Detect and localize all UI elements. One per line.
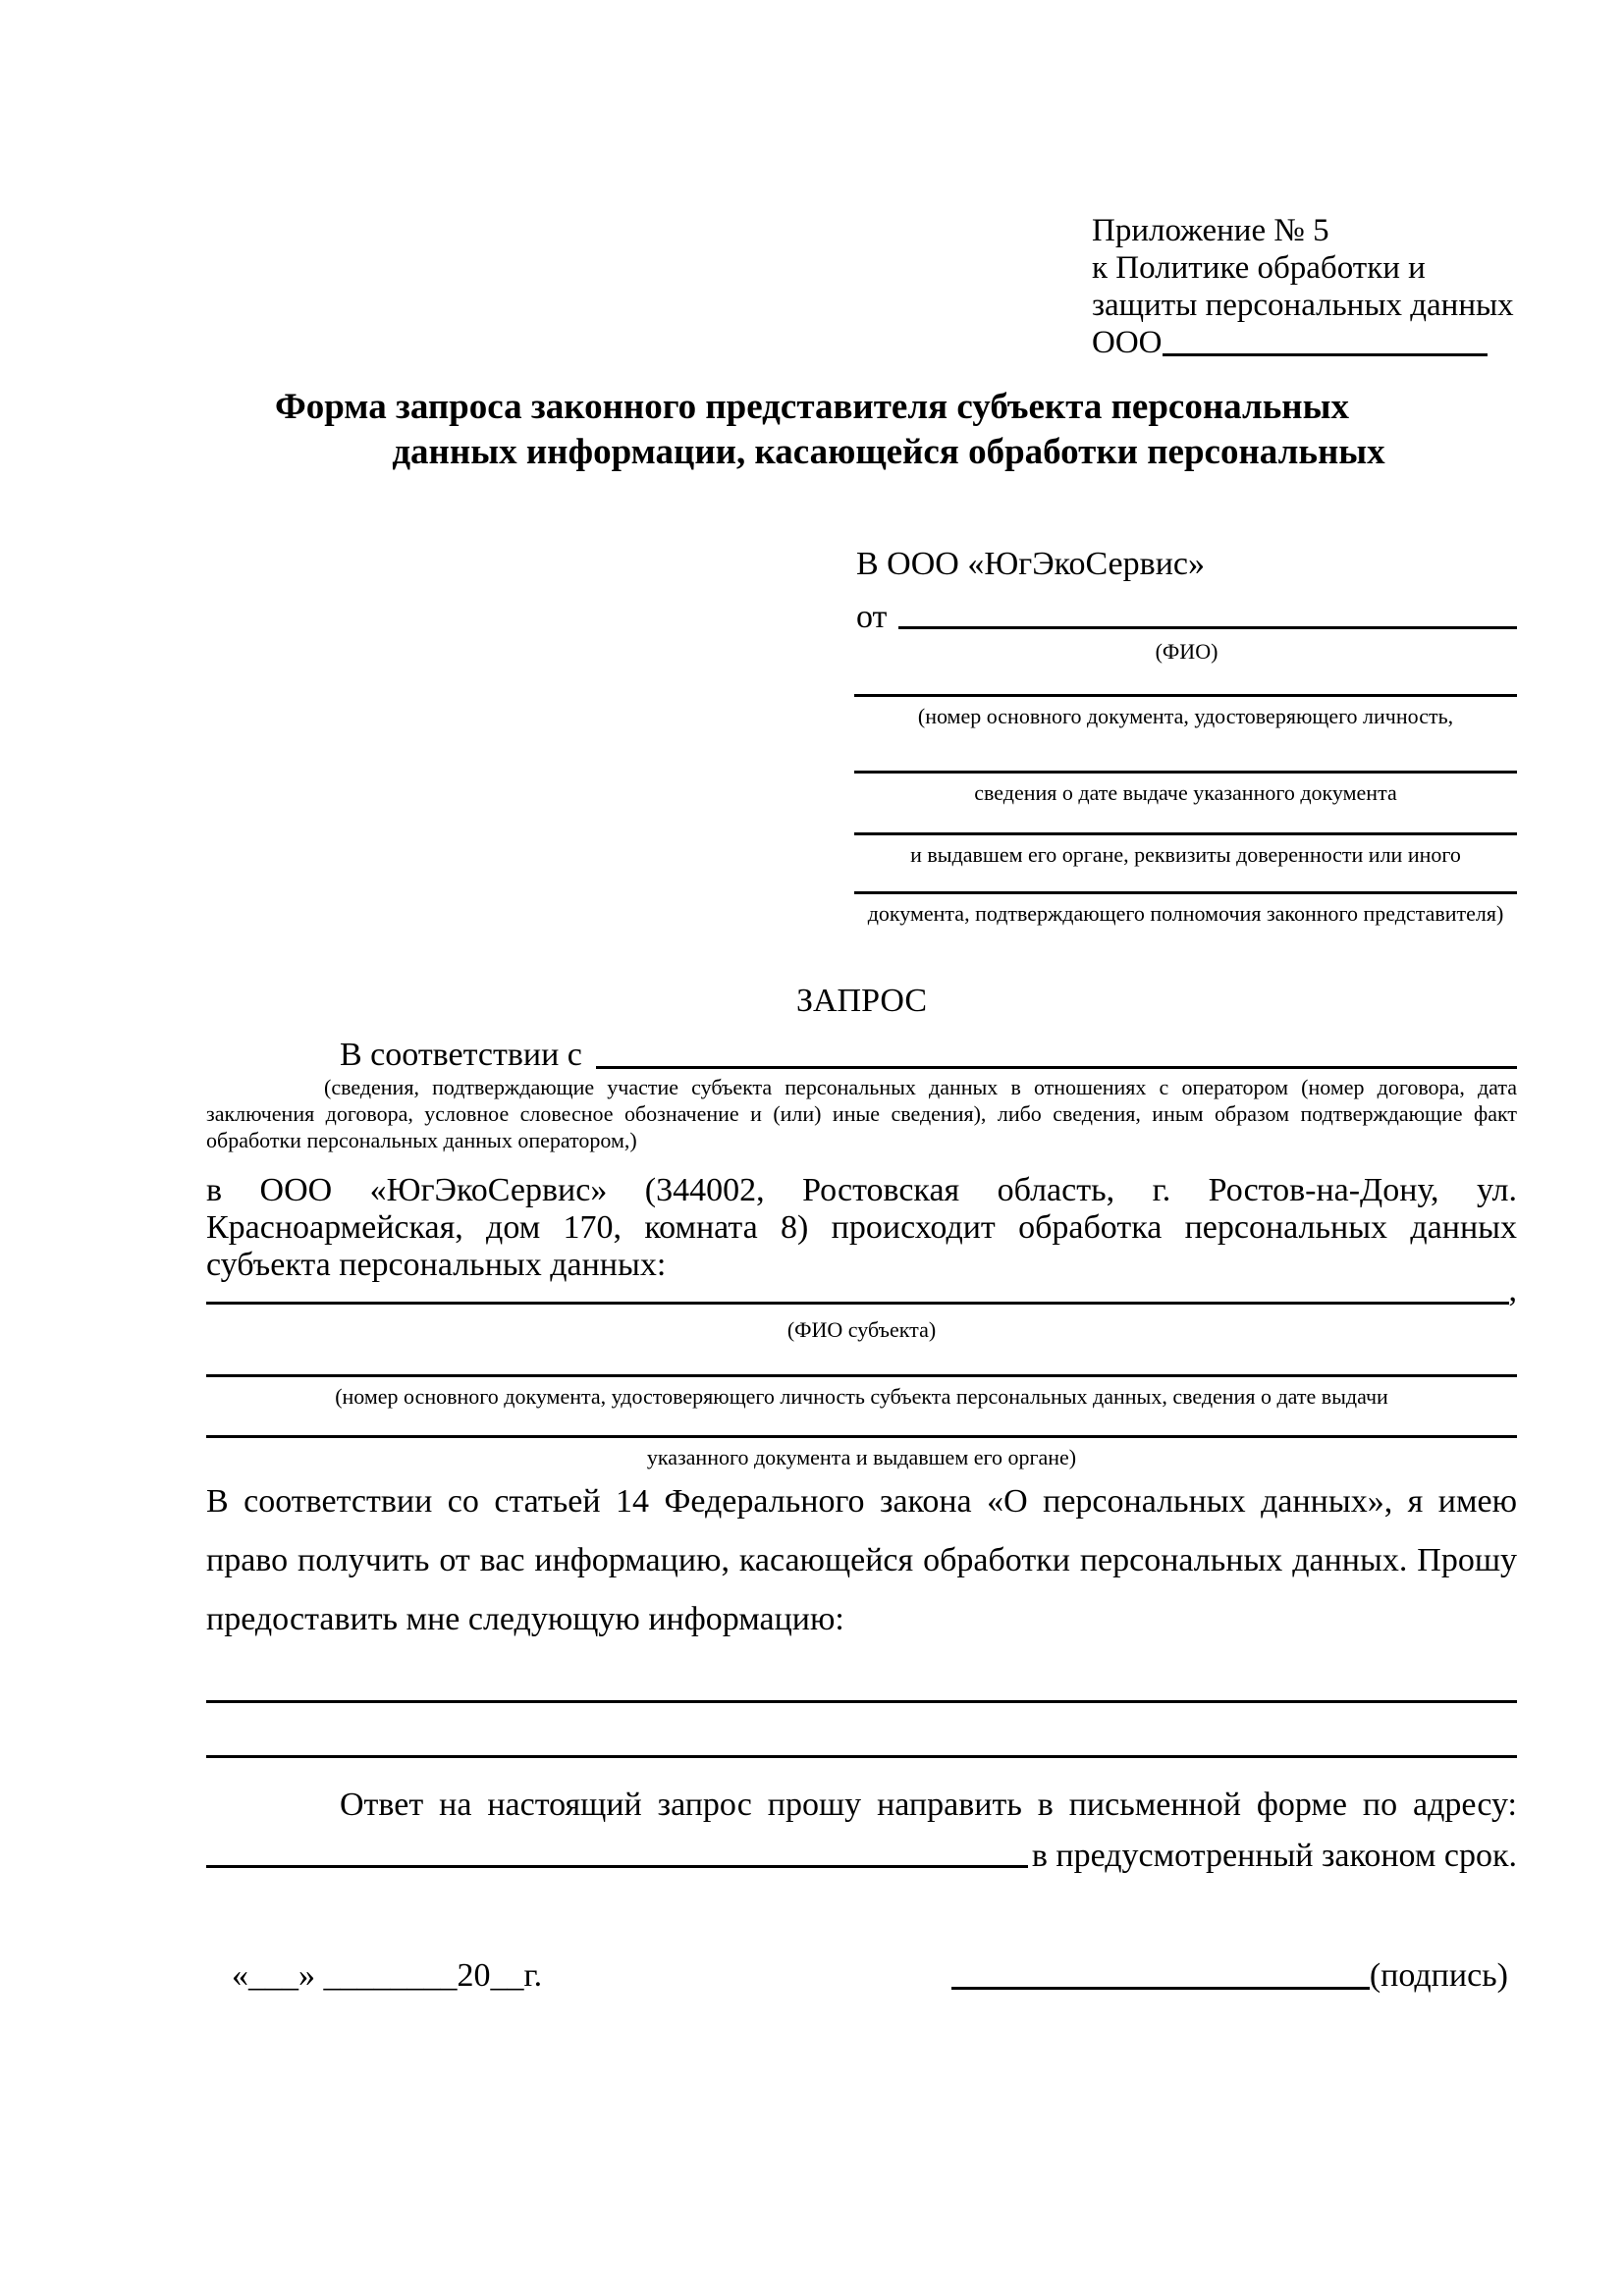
representative-doc-blank-line-3: [854, 832, 1517, 835]
document-title: [149, 385, 1475, 475]
subject-line-comma: ,: [1508, 1272, 1517, 1308]
from-label: от: [856, 599, 888, 635]
requested-info-blank-line-2: [206, 1755, 1517, 1758]
subject-doc-caption-1: (номер основного документа, удостоверяющего личность субъекта персональных данных, сведения о дате выдачи: [335, 1384, 1388, 1409]
annex-line: к Политике обработки и: [1092, 250, 1426, 286]
annex-company-blank-line: [1163, 324, 1489, 356]
footer-row: [232, 1957, 1508, 1995]
annex-company-line: [1092, 324, 1488, 361]
intro-row: [206, 1039, 1517, 1072]
representative-doc-caption-1: (номер основного документа, удостоверяющего личность,: [917, 704, 1454, 728]
reply-address-blank-line: [206, 1842, 1028, 1868]
subject-doc-blank-line-1: [206, 1374, 1517, 1377]
intro-lead: В соответствии с: [340, 1037, 582, 1073]
representative-doc-caption-2: сведения о дате выдаче указанного документа: [974, 780, 1397, 805]
signature-group: [951, 1957, 1508, 1995]
request-heading: ЗАПРОС: [795, 983, 928, 1019]
addressee-from-row: [856, 599, 1517, 635]
document-title-line1: Форма запроса законного представителя субъекта персональных: [274, 387, 1349, 427]
annex-line: Приложение № 5: [1092, 213, 1329, 248]
fio-caption: (ФИО): [1155, 639, 1218, 664]
document-title-line2: данных информации, касающейся обработки персональных: [392, 432, 1385, 472]
reply-request-paragraph: Ответ на настоящий запрос прошу направить в письменной форме по адресу:: [340, 1787, 1517, 1823]
annex-line: защиты персональных данных: [1092, 288, 1514, 323]
law-paragraph: В соответствии со статьей 14 Федерального закона «О персональных данных», я имею право получить от вас информацию, касающейся обработки персональных данных. Прошу предоставить мне следующую информацию:: [206, 1483, 1517, 1637]
annex-block: [1092, 212, 1514, 361]
reply-deadline-text: в предусмотренный законом срок.: [1031, 1838, 1517, 1874]
annex-company-prefix: ООО: [1092, 325, 1163, 360]
representative-fio-blank-line: [898, 603, 1517, 629]
addressee-organization: В ООО «ЮгЭкоСервис»: [856, 546, 1205, 582]
representative-doc-caption-4: документа, подтверждающего полномочия законного представителя): [867, 901, 1504, 926]
subject-doc-blank-line-2: [206, 1435, 1517, 1438]
representative-doc-blank-line-2: [854, 771, 1517, 774]
subject-fio-row: [206, 1274, 1517, 1308]
representative-doc-caption-3: и выдавшем его органе, реквизиты доверенности или иного: [910, 842, 1461, 867]
operator-paragraph: в ООО «ЮгЭкоСервис» (344002, Ростовская область, г. Ростов-на-Дону, ул. Красноармейская, дом 170, комната 8) происходит обработка персональных данных субъекта персональных данных:: [206, 1172, 1517, 1283]
subject-doc-caption-2: указанного документа и выдавшем его органе): [646, 1445, 1077, 1469]
subject-fio-caption: (ФИО субъекта): [786, 1317, 937, 1342]
signature-blank-line: [951, 1957, 1370, 1990]
subject-fio-blank-line: [206, 1274, 1509, 1305]
reply-address-row: [206, 1838, 1517, 1874]
date-line: «___» ________20__г.: [232, 1957, 543, 1994]
representative-doc-blank-line-4: [854, 891, 1517, 894]
representative-doc-blank-line-1: [854, 694, 1517, 697]
signature-caption: (подпись): [1369, 1957, 1508, 1994]
requested-info-blank-line-1: [206, 1700, 1517, 1703]
intro-note: (сведения, подтверждающие участие субъекта персональных данных в отношениях с оператором (номер договора, дата заключения договора, условное словесное обозначение и (или) иные сведения), либо сведения, иным образом подтверждающие факт обработки персональных данных оператором,): [206, 1075, 1517, 1152]
relation-info-blank-line: [596, 1039, 1517, 1069]
